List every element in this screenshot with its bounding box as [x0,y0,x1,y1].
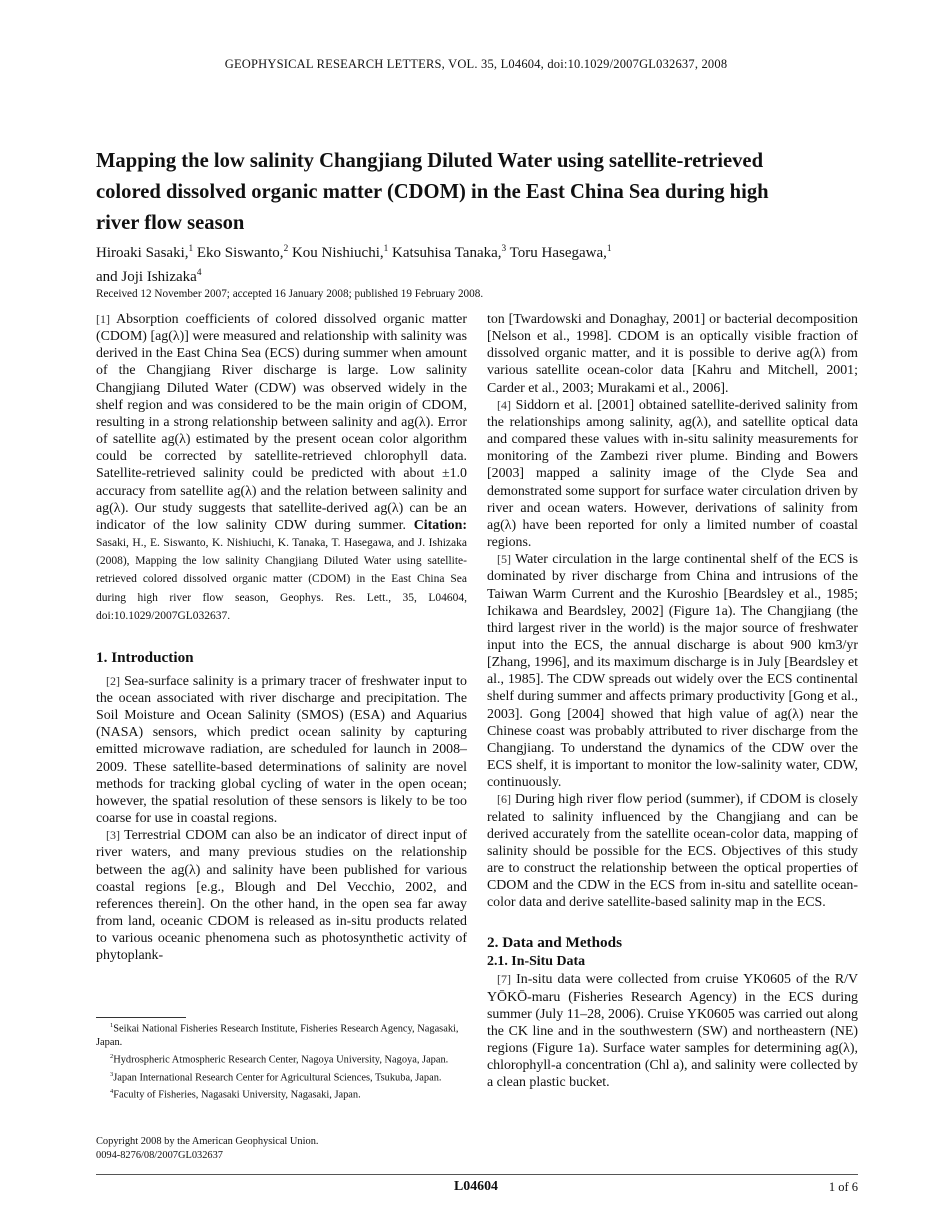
page-number: 1 of 6 [828,1180,858,1194]
subsection-heading-in-situ: 2.1. In-Situ Data [487,954,586,970]
citation-label: Citation: [413,517,467,533]
footnote [96,1050,467,1067]
paragraph-number: [4] [497,397,511,412]
footer-rule [96,1174,858,1175]
abstract [96,311,467,625]
abstract-text: Absorption coefficients of colored dissolved organic matter (CDOM) [ag(λ)] were measured and relationship with salinity was derived in the East China Sea (ECS) during summer when amount of the Changjiang River discharge is large. Low salinity Changjiang Diluted Water (CDW) was observed widely in the shelf region and was considered to be the main origin of CDOM, resulting in a strong relationship between salinity and ag(λ). Error of satellite ag(λ) estimated by the present ocean color algorithm could be corrected by satellite-retrieved chlorophyll data. Satellite-retrieved salinity could be predicted with about ±1.0 accuracy from satellite ag(λ) and the relation between salinity and ag(λ). Our study suggests that satellite-derived ag(λ) can be an indicator of the low salinity CDW during summer. [96,312,467,533]
paragraph-number: [2] [106,673,120,688]
paragraph-text: Terrestrial CDOM can also be an indicator of direct input of river waters, and many previous studies on the relationship between the ag(λ) and salinity have been published for various coastal regions [e.g., Blough and Del Vecchio, 2002, and references therein]. On the other hand, in the open sea far away from land, oceanic CDOM is released as in-situ products related to various oceanic phenomena such as photosynthetic activity of phytoplank- [96,828,467,964]
footnote-text: Hydrospheric Atmospheric Research Center, Nagoya University, Nagoya, Japan. [113,1054,449,1066]
section-heading-data-methods: 2. Data and Methods [487,934,623,952]
paper-title: Mapping the low salinity Changjiang Diluted Water using satellite-retrieved colored dissolved organic matter (CDOM) in the East China Sea during high river flow season [96,150,769,234]
footnote-text: Seikai National Fisheries Research Institute, Fisheries Research Agency, Nagasaki, Japan. [96,1023,459,1049]
footnote-text: Faculty of Fisheries, Nagasaki University, Nagasaki, Japan. [113,1089,361,1101]
author-list [96,239,856,287]
paragraph-6 [487,791,858,911]
paragraph-text: Water circulation in the large continental shelf of the ECS is dominated by river discharge from China and intrusions of the Taiwan Warm Current and the Kuroshio [Beardsley et al., 1985; Ichikawa and Beardsley, 2002] (Figure 1a). The Changjiang (the third largest river in the world) is the major source of freshwater input into the ECS, the annual discharge is about 900 km3/yr [Zhang, 1996], and its maximum discharge is in July [Beardsley et al., 1985]. The CDW spreads out widely over the ECS continental shelf during summer and affects primary productivity [Gong et al., 2003]. Gong [2004] showed that high value of ag(λ) near the Chinese coast was probably attributed to river discharge from the Changjiang. To understand the dynamics of the CDW over the ECS shelf, it is important to monitor the low-salinity water, CDW, continuously. [487,552,858,791]
section-heading-introduction: 1. Introduction [96,648,194,666]
paragraph-number: [5] [497,552,511,567]
author: and Joji Ishizaka [96,269,197,285]
article-id: L04604 [454,1179,498,1194]
paragraph-text: Sea-surface salinity is a primary tracer of freshwater input to the ocean associated with river discharge and precipitation. The Soil Moisture and Ocean Salinity (SMOS) (ESA) and Aquarius (NASA) sensors, which predict ocean salinity by capturing emitted microwave radiation, are scheduled for launch in 2008–2009. These satellite-based determinations of salinity are novel methods for tracking global cycling of water in the open ocean; however, the spatial resolution of these sensors is likely to be too coarse for use in coastal regions. [96,673,467,827]
paragraph-4 [487,397,858,551]
right-column [487,311,858,1092]
paragraph-text: During high river flow period (summer), if CDOM is closely related to salinity influenced by the Changjiang and can be derived accurately from the satellite ocean-color data, mapping of salinity should be possible for the ECS. Objectives of this study are to construct the relationship between the optical properties of CDOM and the CDW in the ECS from in-situ and satellite ocean-color data and derive satellite-based salinity map in the ECS. [487,792,858,911]
footnote-mark: 2 [110,1053,114,1061]
paragraph-7 [487,971,858,1091]
affiliation-mark: 3 [501,244,507,254]
journal-header: GEOPHYSICAL RESEARCH LETTERS, VOL. 35, L04604, doi:10.1029/2007GL032637, 2008 [224,57,728,71]
affiliation-mark: 2 [283,244,289,254]
received-dates: Received 12 November 2007; accepted 16 January 2008; published 19 February 2008. [96,288,484,300]
author: Kou Nishiuchi, [288,245,384,261]
paragraph-5 [487,551,858,791]
footnote-mark: 4 [110,1088,114,1096]
paragraph-text: In-situ data were collected from cruise YK0605 of the R/V YŌKŌ-maru (Fisheries Research Agency) in the ECS during summer (July 11–28, 2006). Cruise YK0605 was carried out along the CK line and in the southwestern (SW) and northeastern (NE) regions (Figure 1a). Surface water samples for determining ag(λ), chlorophyll-a concentration (Chl a), and salinity were collected by a clean plastic bucket. [487,972,858,1091]
footnote [96,1019,467,1050]
citation-text: Sasaki, H., E. Siswanto, K. Nishiuchi, K. Tanaka, T. Hasegawa, and J. Ishizaka (2008), Mapping the low salinity Changjiang Diluted Water using satellite-retrieved colored dissolved organic matter (CDOM) in the East China Sea during high river flow season, Geophys. Res. Lett., 35, L04604, doi:10.1029/2007GL032637. [96,537,467,622]
paragraph-2 [96,673,467,827]
footnote-mark: 3 [110,1070,114,1078]
footnote [96,1085,467,1102]
paragraph-number: [1] [96,312,110,326]
affiliation-footnotes [96,1019,467,1103]
author: Eko Siswanto, [193,245,284,261]
author: Hiroaki Sasaki, [96,245,189,261]
paragraph-3-continued: ton [Twardowski and Donaghay, 2001] or bacterial decomposition [Nelson et al., 1998]. CDOM is an optically visible fraction of dissolved organic matter, and it is possible to derive ag(λ) from various satellite ocean-color data [Kahru and Mitchell, 2001; Carder et al., 2003; Murakami et al., 2006]. [487,312,858,396]
paragraph-text: Siddorn et al. [2001] obtained satellite-derived salinity from the relationships among salinity, ag(λ), and satellite optical data and compared these values with in-situ salinity measurements for monitoring of the Zambezi river plume. Binding and Bowers [2003] mapped a salinity image of the Clyde Sea and demonstrated some support for surface water circulation driven by river and ocean waters. However, derivations of salinity from ag(λ) have been reported for only a limited number of coastal regions. [487,397,858,551]
paragraph-number: [7] [497,972,511,987]
issn-line: 0094-8276/08/2007GL032637 [96,1149,223,1161]
author: Katsuhisa Tanaka, [388,245,502,261]
affiliation-mark: 1 [606,244,612,254]
paragraph-3 [96,827,467,964]
copyright-block [96,1135,467,1162]
affiliation-mark: 1 [383,244,389,254]
paragraph-number: [6] [497,792,511,807]
author: Toru Hasegawa, [506,245,607,261]
left-column [96,311,467,964]
affiliation-mark: 1 [188,244,194,254]
footnote-mark: 1 [110,1022,114,1029]
footnote-rule [96,1017,186,1018]
copyright-line: Copyright 2008 by the American Geophysical Union. [96,1136,319,1147]
footnote [96,1068,467,1085]
footnote-text: Japan International Research Center for Agricultural Sciences, Tsukuba, Japan. [113,1072,442,1084]
affiliation-mark: 4 [196,268,202,278]
paragraph-number: [3] [106,828,120,843]
